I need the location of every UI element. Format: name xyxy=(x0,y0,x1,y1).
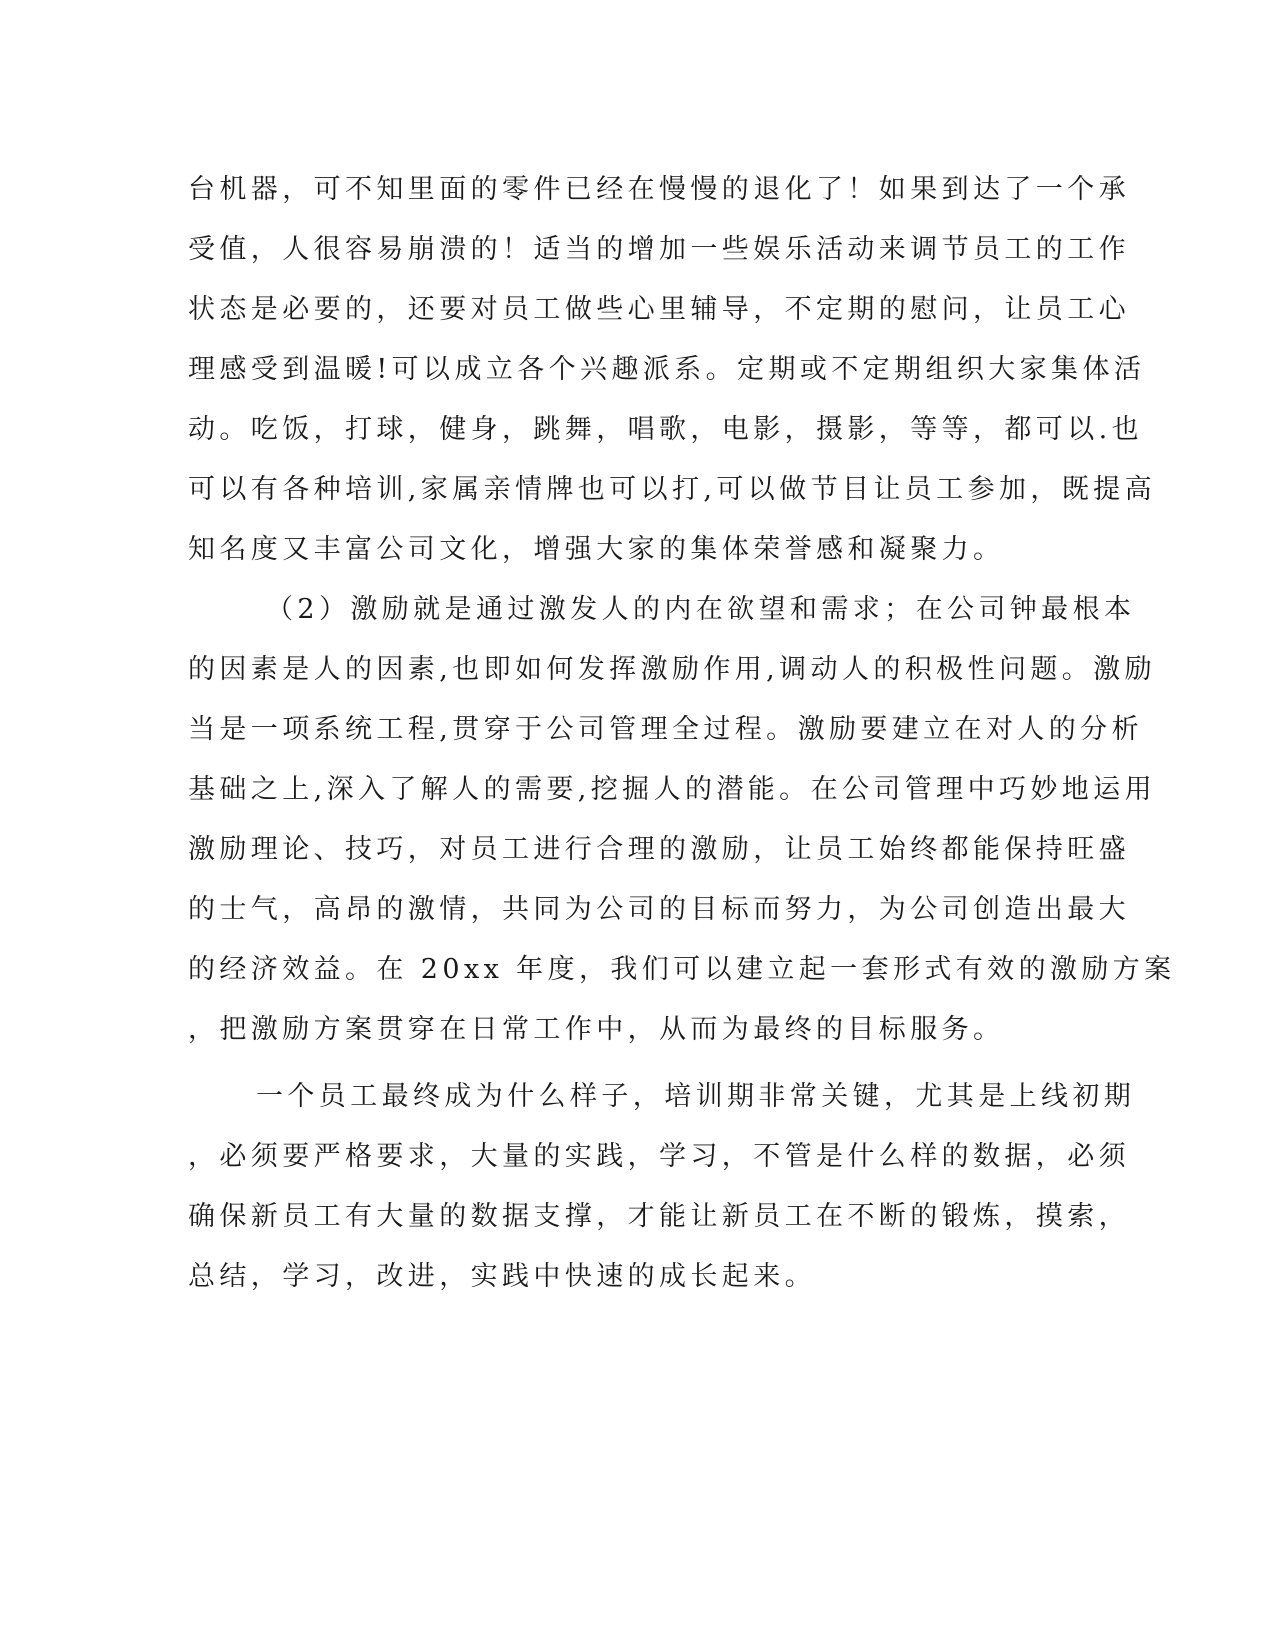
text-line: 激励理论、技巧，对员工进行合理的激励，让员工始终都能保持旺盛 xyxy=(188,834,1130,865)
text-line: 的士气，高昂的激情，共同为公司的目标而努力，为公司创造出最大 xyxy=(188,894,1130,925)
text-line: ，必须要严格要求，大量的实践，学习，不管是什么样的数据，必须 xyxy=(188,1141,1130,1172)
text-line: 总结，学习，改进，实践中快速的成长起来。 xyxy=(188,1261,816,1292)
text-line: （2）激励就是通过激发人的内在欲望和需求；在公司钟最根本 xyxy=(266,594,1136,625)
text-line: 基础之上,深入了解人的需要,挖掘人的潜能。在公司管理中巧妙地运用 xyxy=(188,774,1156,805)
document-body xyxy=(188,160,1176,1307)
text-line: 的经济效益。在 20xx 年度，我们可以建立起一套形式有效的激励方案 xyxy=(188,954,1176,985)
text-line: 理感受到温暖!可以成立各个兴趣派系。定期或不定期组织大家集体活 xyxy=(188,354,1146,385)
text-line: 台机器，可不知里面的零件已经在慢慢的退化了！如果到达了一个承 xyxy=(188,174,1130,205)
text-line: 可以有各种培训,家属亲情牌也可以打,可以做节目让员工参加，既提高 xyxy=(188,474,1156,505)
text-line: 知名度又丰富公司文化，增强大家的集体荣誉感和凝聚力。 xyxy=(188,534,1005,565)
text-line: 当是一项系统工程,贯穿于公司管理全过程。激励要建立在对人的分析 xyxy=(188,714,1143,745)
paragraph-motivation xyxy=(188,580,1176,1060)
text-line: 确保新员工有大量的数据支撑，才能让新员工在不断的锻炼，摸索， xyxy=(188,1201,1130,1232)
text-line: ，把激励方案贯穿在日常工作中，从而为最终的目标服务。 xyxy=(188,1014,1005,1045)
text-line: 一个员工最终成为什么样子，培训期非常关键，尤其是上线初期 xyxy=(256,1081,1136,1112)
paragraph-training xyxy=(188,1067,1136,1307)
paragraph-leisure-activities xyxy=(188,160,1156,580)
text-line: 状态是必要的，还要对员工做些心里辅导，不定期的慰问，让员工心 xyxy=(188,294,1130,325)
text-line: 动。吃饭，打球，健身，跳舞，唱歌，电影，摄影，等等，都可以.也 xyxy=(188,414,1143,445)
text-line: 的因素是人的因素,也即如何发挥激励作用,调动人的积极性问题。激励 xyxy=(188,654,1156,685)
text-line: 受值，人很容易崩溃的！适当的增加一些娱乐活动来调节员工的工作 xyxy=(188,234,1130,265)
